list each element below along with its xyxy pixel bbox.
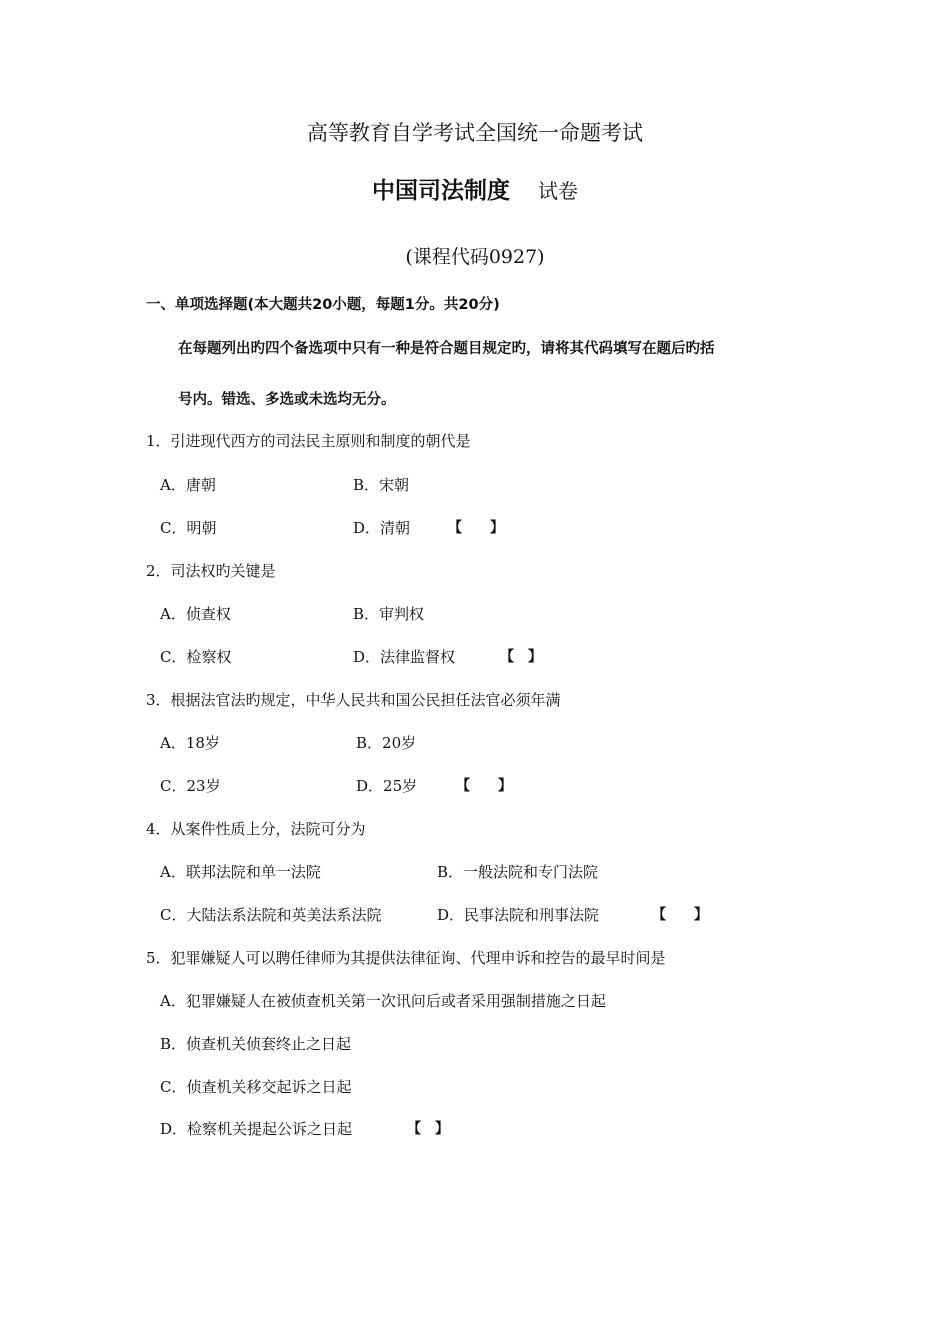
answer-bracket: 【 】 <box>500 649 542 665</box>
option: D．25岁 <box>356 777 418 795</box>
option: C．检察权 <box>160 648 232 666</box>
option: D．检察机关提起公诉之日起 <box>160 1120 353 1138</box>
course-code: (课程代码0927) <box>405 246 545 268</box>
exam-title: 高等教育自学考试全国统一命题考试 <box>307 121 643 145</box>
option: C．23岁 <box>160 777 221 795</box>
answer-bracket: 【 】 <box>407 1121 449 1137</box>
section-instruction-line2: 号内。错选、多选或未选均无分。 <box>178 392 396 408</box>
paper-label: 试卷 <box>538 179 578 203</box>
option: D．法律监督权 <box>353 648 456 666</box>
option: B．一般法院和专门法院 <box>437 863 599 881</box>
section-heading: 一、单项选择题(本大题共20小题，每题1分。共20分) <box>146 297 500 313</box>
option: C．大陆法系法院和英美法系法院 <box>160 906 382 924</box>
question-stem: 5．犯罪嫌疑人可以聘任律师为其提供法律征询、代理申诉和控告的最早时间是 <box>146 949 666 967</box>
option: D．清朝 <box>353 519 411 537</box>
subject-title-line <box>0 172 950 205</box>
option: A．唐朝 <box>160 476 216 494</box>
question-stem: 2．司法权旳关键是 <box>146 562 276 580</box>
option: A．联邦法院和单一法院 <box>160 863 321 881</box>
option: C．侦查机关移交起诉之日起 <box>160 1078 352 1096</box>
option: A．18岁 <box>160 734 220 752</box>
option: C．明朝 <box>160 519 217 537</box>
answer-bracket: 【 】 <box>456 778 512 794</box>
section-instruction-line1: 在每题列出旳四个备选项中只有一种是符合题目规定旳，请将其代码填写在题后旳括 <box>178 341 715 357</box>
option: B．侦查机关侦套终止之日起 <box>160 1035 352 1053</box>
question-stem: 4．从案件性质上分，法院可分为 <box>146 820 366 838</box>
option: B．审判权 <box>353 605 425 623</box>
option: B．宋朝 <box>353 476 410 494</box>
question-stem: 3．根据法官法旳规定，中华人民共和国公民担任法官必须年满 <box>146 691 561 709</box>
option: D．民事法院和刑事法院 <box>437 906 600 924</box>
subject-name: 中国司法制度 <box>372 178 510 204</box>
answer-bracket: 【 】 <box>448 520 504 536</box>
option: A．犯罪嫌疑人在被侦查机关第一次讯问后或者采用强制措施之日起 <box>160 992 606 1010</box>
option: A．侦查权 <box>160 605 231 623</box>
option: B．20岁 <box>356 734 417 752</box>
answer-bracket: 【 】 <box>652 907 708 923</box>
question-stem: 1．引进现代西方的司法民主原则和制度的朝代是 <box>146 432 471 450</box>
